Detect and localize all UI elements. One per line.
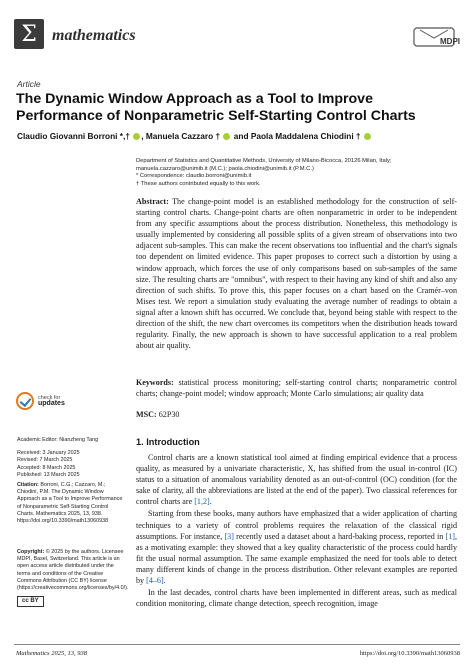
author-name[interactable]: Paola Maddalena Chiodini †	[250, 131, 361, 141]
copyright-text: © 2025 by the authors. Licensee MDPI, Basel, Switzerland. This article is an open access article distributed under the terms and conditions of the Creative Commons Attribution (CC BY) license (https://creativecommons.org/licenses/by/4.0/).	[17, 549, 129, 592]
cc-by-license-icon[interactable]: cc BY	[17, 596, 44, 607]
check-icon	[16, 392, 34, 410]
citation-link[interactable]: [1]	[445, 531, 455, 541]
affiliations	[136, 158, 466, 188]
equal-contribution-note: † These authors contributed equally to this work.	[136, 180, 261, 187]
academic-editor: Academic Editor: Nianzheng Tang	[17, 437, 99, 443]
received-date: Received: 3 January 2025	[17, 450, 80, 457]
affiliation-line: Department of Statistics and Quantitative Methods, University of Milano-Bicocca, 20126 Milan, Italy;	[136, 158, 392, 164]
correspondence-note[interactable]: * Correspondence: claudio.borroni@unimib.it	[136, 173, 252, 180]
published-date: Published: 13 March 2025	[17, 471, 80, 478]
footer-doi-link[interactable]: https://doi.org/10.3390/math13060938	[359, 650, 460, 657]
check-for-updates-badge[interactable]: check for updates	[16, 392, 65, 410]
article-dates	[17, 437, 127, 479]
msc-label: MSC:	[136, 410, 157, 419]
orcid-icon[interactable]	[364, 133, 371, 140]
affiliation-emails[interactable]: manuela.cazzaro@unimib.it (M.C.); paola.chiodini@unimib.it (P.M.C.)	[136, 165, 314, 172]
paragraph: In the last decades, control charts have been implemented in different areas, such as medical condition monitoring, climate change detection, speech recognition, image	[136, 588, 457, 609]
orcid-icon[interactable]	[133, 133, 140, 140]
msc-code	[136, 410, 179, 419]
copyright-block	[17, 549, 127, 607]
abstract-text: The change-point model is an established methodology for the construction of self-starting control charts. Change-point charts are often nonparametric in order to be independent from any specific assumptions about the process distribution. Nonetheless, this methodology is usually implemented by considering all possible splits of a given stream of observations into two adjacent sub-samples. This can make the recent observations too influential and the chart's signals too dependent on limited evidence. This paper proposes to correct such a distortion by using a window approach, which forces the use of only comparisons based on sub-samples of the same size. The resulting charts are "omnibus", with respect to their having any kind of shift and also any direction of such shifts. To prove this, this paper focuses on a chart based on the Cramér–von Mises test. We report a simulation study evaluating the average number of readings to obtain a signal after a known shift has occurred. We conclude that, beyond being stable with respect to the direction of the shift, the new chart overcomes its competitors when the distribution heads toward regularity. Finally, the new approach is shown to have successful application to a real problem about air quality.	[136, 197, 457, 351]
abstract-label: Abstract:	[136, 197, 169, 206]
footer-divider	[14, 644, 460, 645]
journal-logo	[14, 19, 44, 49]
author-name[interactable]: Claudio Giovanni Borroni *,†	[17, 131, 130, 141]
citation-text[interactable]: Borroni, C.G.; Cazzaro, M.; Chiodini, P.M. The Dynamic Window Approach as a Tool to Improve Performance of Nonparametric Self-Starting Control Charts. Mathematics 2025, 13, 938. https://doi.org/10.3390/math13060938	[17, 482, 123, 525]
citation-link[interactable]: [3]	[224, 531, 234, 541]
article-title: The Dynamic Window Approach as a Tool to Improve Performance of Nonparametric Self-Starting Control Charts	[16, 91, 416, 124]
citation-block	[17, 482, 127, 525]
keywords	[136, 377, 457, 399]
abstract	[136, 196, 457, 351]
section-heading: 1. Introduction	[136, 437, 200, 447]
citation-label: Citation:	[17, 482, 39, 488]
footer-journal-citation: Mathematics 2025, 13, 938	[16, 650, 87, 657]
revised-date: Revised: 7 March 2025	[17, 457, 73, 464]
article-type: Article	[17, 79, 41, 89]
sigma-icon: Σ	[21, 21, 37, 47]
citation-link[interactable]: [1,2]	[194, 497, 210, 507]
msc-value: 62P30	[158, 410, 180, 419]
accepted-date: Accepted: 8 March 2025	[17, 464, 76, 471]
author-name[interactable]: Manuela Cazzaro †	[145, 131, 221, 141]
introduction-body	[136, 452, 457, 610]
orcid-icon[interactable]	[223, 133, 230, 140]
journal-name[interactable]: mathematics	[52, 27, 136, 44]
paragraph: Starting from these books, many authors have emphasized that a wider application of charting techniques to a variety of control problems requires the relaxation of the classical rigid assumptions. For instance, [3] recently used a dataset about a hard-baking process, reported in [1], as a motivating example: they showed that a key quality characteristic of the process could hardly fit the usual normal assumption. The same example emphasized the need for tools able to detect many different kinds of change in the process distribution. Other relevant examples are reported by [4–6].	[136, 509, 457, 586]
publisher-name: MDPI	[440, 37, 460, 46]
citation-link[interactable]: [4–6]	[146, 576, 164, 586]
author-list: Claudio Giovanni Borroni *,† , Manuela Cazzaro † and Paola Maddalena Chiodini †	[17, 131, 372, 141]
copyright-label: Copyright:	[17, 549, 45, 555]
keywords-label: Keywords:	[136, 378, 174, 387]
paragraph: Control charts are a known statistical tool aimed at finding empirical evidence that a process quality, as measured by a univariate characteristic, X, has shifted from the usual in-control (IC) status to a situation of anomalous variability denoted as an out-of-control (OC) condition (for the sake of clarity, all the abbreviations are listed at the end of the paper). Two classical references for control charts are [1,2].	[136, 453, 457, 507]
keywords-text: statistical process monitoring; self-starting control charts; nonparametric control charts; change-point model; window approach; Monte Carlo simulations; air quality data	[136, 378, 457, 399]
